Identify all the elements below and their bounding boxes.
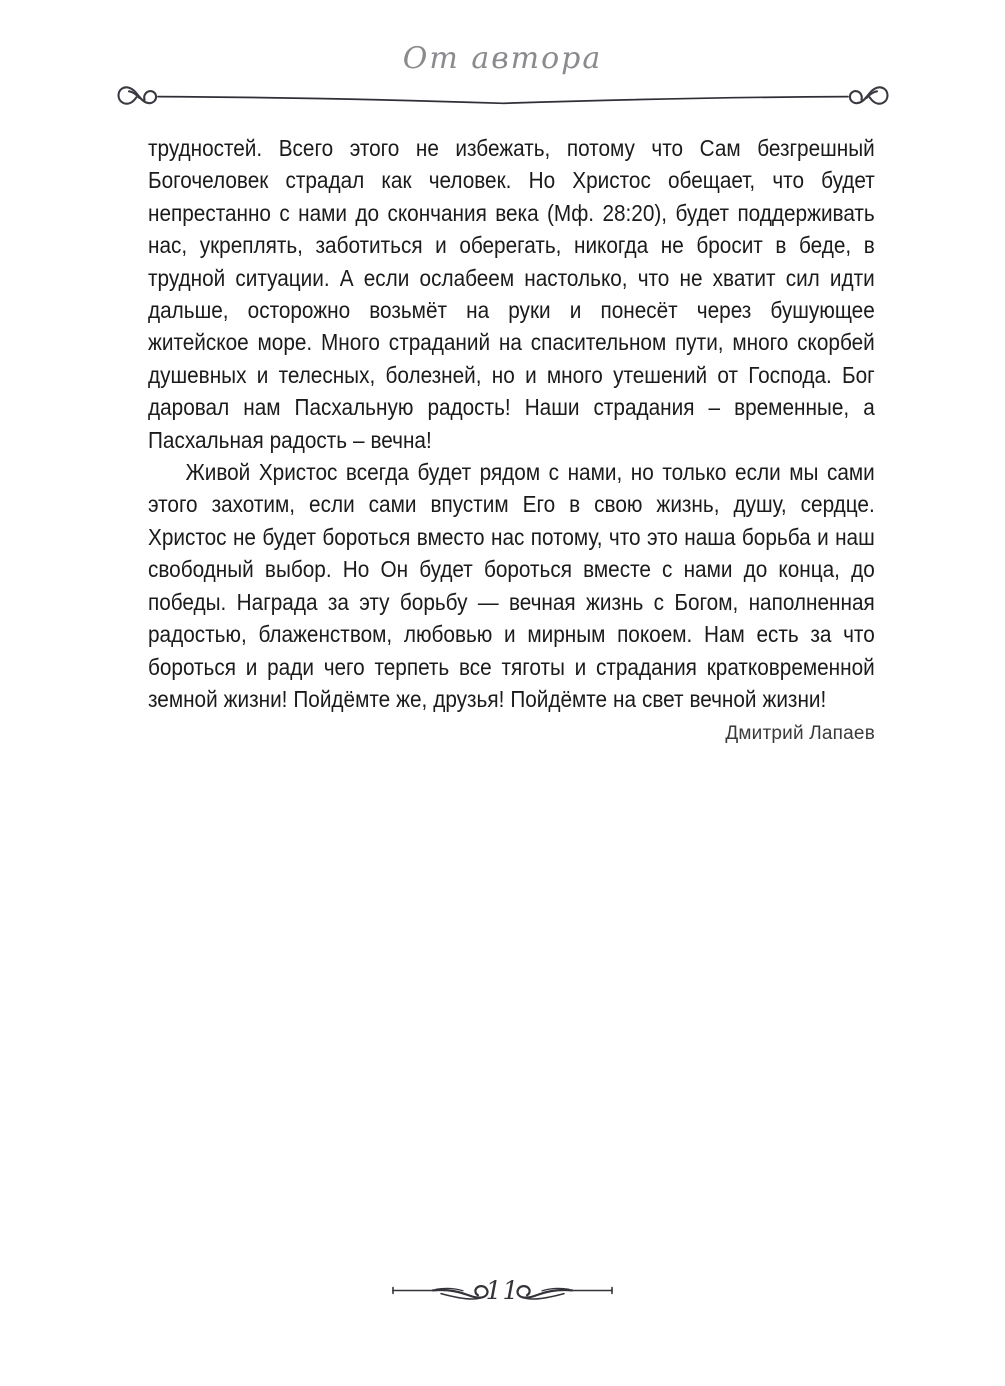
body-paragraph: трудностей. Всего этого не избежать, потому что Сам безгрешный Богочеловек страдал как человек. Но Христос обещает, что будет непрестанно с нами до скончания века (Мф. 28:20), будет поддерживать нас, укреплять, заботиться и оберегать, никогда не бросит в беде, в трудной ситуации. А если ослабеем настолько, что не хватит сил идти дальше, осторожно возьмёт на руки и понесёт через бушующее житейское море. Много страданий на спасительном пути, много скорбей душевных и телесных, болезней, но и много утешений от Господа. Бог даровал нам Пасхальную радость! Наши страдания – временные, а Пасхальная радость – вечна! bbox=[148, 135, 875, 453]
divider-line-right bbox=[503, 97, 848, 104]
body-content bbox=[148, 132, 875, 715]
page-header bbox=[0, 0, 1005, 120]
divider-line-left bbox=[158, 97, 503, 104]
header-ornamental-divider bbox=[108, 78, 898, 114]
body-paragraph: Живой Христос всегда будет рядом с нами, но только если мы сами этого захотим, если сами впустим Его в свою жизнь, душу, сердце. Христос не будет бороться вместо нас потому, что это наша борьба и наш свободный выбор. Но Он будет бороться вместе с нами до конца, до победы. Награда за эту борьбу — вечная жизнь с Богом, наполненная радостью, блаженством, любовью и мирным покоем. Нам есть за что бороться и ради чего терпеть все тяготы и страдания кратковременной земной жизни! Пойдёмте же, друзья! Пойдёмте на свет вечной жизни! bbox=[148, 459, 875, 712]
page-number: 11 bbox=[485, 1276, 520, 1305]
page-footer bbox=[0, 1272, 1005, 1318]
author-signature: Дмитрий Лапаев bbox=[725, 723, 875, 744]
page-title: От автора bbox=[402, 41, 603, 76]
ornamental-divider-icon bbox=[108, 78, 898, 114]
